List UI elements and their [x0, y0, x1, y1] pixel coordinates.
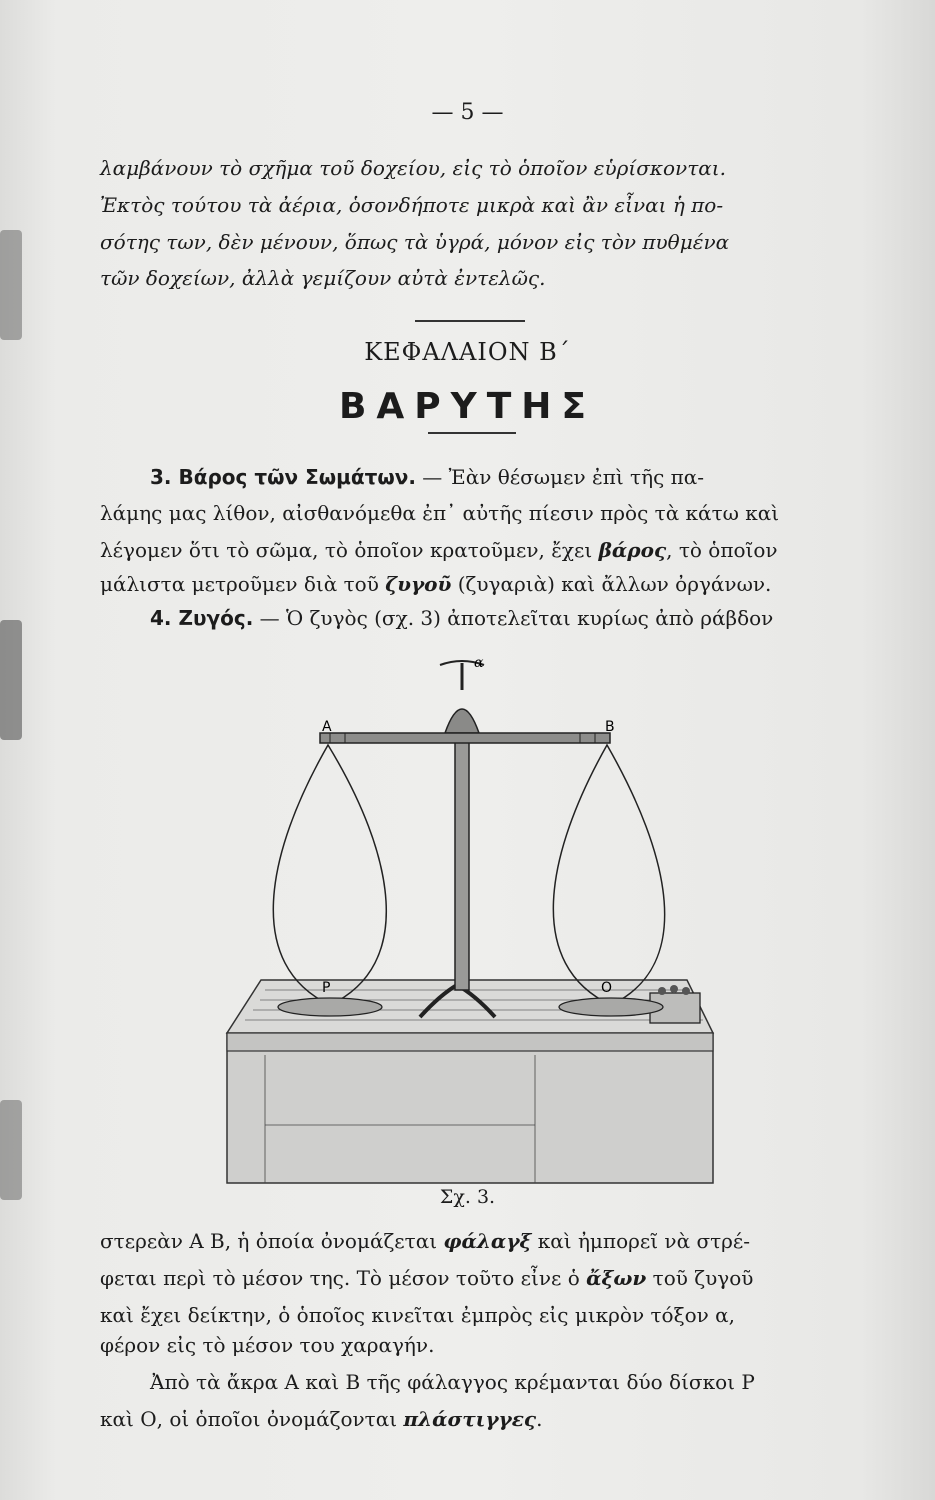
section-3-line [150, 462, 820, 492]
term-axon: ἄξων [586, 1266, 647, 1290]
section-4-heading: 4. Ζυγός. [150, 606, 254, 630]
text-span: καὶ Ο, οἱ ὁποῖοι ὀνομάζονται [100, 1407, 404, 1431]
divider-rule [415, 320, 525, 322]
text-line [100, 1226, 820, 1256]
text-line [100, 1404, 820, 1434]
section-4-line [150, 603, 820, 633]
text-line [100, 569, 820, 599]
label-a: α [474, 655, 484, 671]
text-span: στερεὰν Α Β, ἡ ὁποία ὀνομάζεται [100, 1229, 444, 1253]
text-line: λάμης μας λίθον, αἰσθανόμεθα ἐπ᾽ αὐτῆς πίεσιν πρὸς τὰ κάτω καὶ [100, 501, 780, 525]
text-span: φεται περὶ τὸ μέσον της. Τὸ μέσον τοῦτο εἶνε ὁ [100, 1266, 587, 1290]
text-span: μάλιστα μετροῦμεν διὰ τοῦ [100, 572, 386, 596]
text-span: . [536, 1407, 543, 1431]
term-plastigges: πλάστιγγες [403, 1407, 537, 1431]
text-line: Ἐκτὸς τούτου τὰ ἀέρια, ὁσονδήποτε μικρὰ καὶ ἂν εἶναι ἡ πο- [100, 193, 724, 217]
text-line: λαμβάνουν τὸ σχῆμα τοῦ δοχείου, εἰς τὸ ὁποῖον εὑρίσκονται. [100, 156, 726, 180]
section-3-text: — Ἐὰν θέσωμεν ἐπὶ τῆς πα- [422, 465, 705, 489]
label-O: O [601, 980, 613, 996]
text-line: τῶν δοχείων, ἀλλὰ γεμίζουν αὐτὰ ἐντελῶς. [100, 266, 546, 290]
text-span: τοῦ ζυγοῦ [646, 1266, 754, 1290]
section-3-heading: 3. Βάρος τῶν Σωμάτων. [150, 465, 416, 489]
label-B: B [605, 719, 615, 735]
term-zygou: ζυγοῦ [385, 572, 452, 596]
text-span: λέγομεν ὅτι τὸ σῶμα, τὸ ὁποῖον κρατοῦμεν, ἔχει [100, 538, 599, 562]
chapter-title: ΒΑΡΥΤΗΣ [338, 386, 597, 427]
label-A: A [322, 719, 332, 735]
term-baros: βάρος [598, 538, 667, 562]
divider-rule [428, 432, 516, 434]
text-line: Ἀπὸ τὰ ἄκρα Α καὶ Β τῆς φάλαγγος κρέμανται δύο δίσκοι Ρ [150, 1370, 755, 1394]
text-line: σότης των, δὲν μένουν, ὅπως τὰ ὑγρά, μόνον εἰς τὸν πυθμένα [100, 230, 730, 254]
binding-mark-bottom [0, 1100, 22, 1200]
text-line: καὶ ἔχει δείκτην, ὁ ὁποῖος κινεῖται ἐμπρὸς εἰς μικρὸν τόξον α, [100, 1303, 736, 1327]
text-line: φέρον εἰς τὸ μέσον του χαραγήν. [100, 1333, 435, 1357]
section-4-text: — Ὁ ζυγὸς (σχ. 3) ἀποτελεῖται κυρίως ἀπὸ ράβδον [259, 606, 774, 630]
balance-scale-figure [225, 655, 715, 1185]
text-span: καὶ ἠμπορεῖ νὰ στρέ- [531, 1229, 751, 1253]
label-P: P [322, 980, 331, 996]
text-span: (ζυγαριὰ) καὶ ἄλλων ὀργάνων. [451, 572, 772, 596]
text-span: , τὸ ὁποῖον [666, 538, 778, 562]
text-line [100, 535, 820, 565]
term-falagx: φάλαγξ [443, 1229, 532, 1253]
page-number: — 5 — [431, 100, 504, 125]
binding-mark-middle [0, 620, 22, 740]
binding-mark-top [0, 230, 22, 340]
text-line [100, 1263, 820, 1293]
figure-caption: Σχ. 3. [439, 1186, 496, 1208]
chapter-label: ΚΕΦΑΛΑΙΟΝ Β΄ [364, 338, 571, 366]
